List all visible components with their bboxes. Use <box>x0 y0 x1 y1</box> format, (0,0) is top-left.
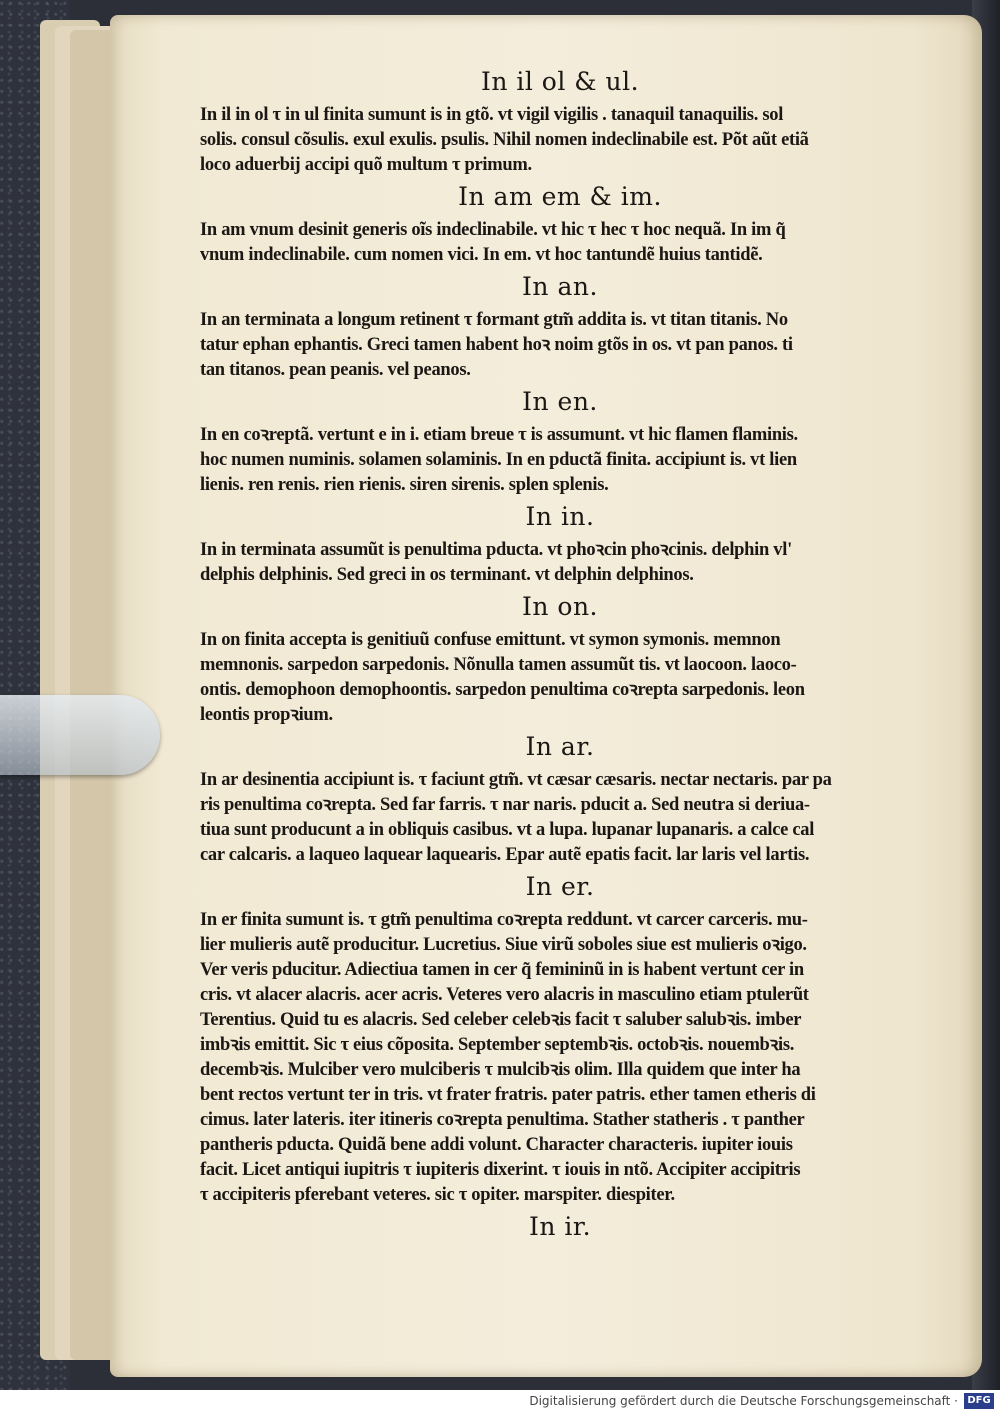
paragraph <box>200 908 920 1208</box>
text-line: lienis. ren renis. rien rienis. siren sirenis. splen splenis. <box>200 475 609 495</box>
text-line: Ver veris pducitur. Adiectiua tamen in cer q̃ femininũ in is habent vertunt cer in <box>200 960 804 980</box>
section-heading: In am em & im. <box>458 182 662 211</box>
paragraph <box>200 218 920 268</box>
text-line: In an terminata a longum retinent τ formant gtm̃ addita is. vt titan titanis. No <box>200 310 788 330</box>
section-heading: In an. <box>522 272 598 301</box>
text-line: cimus. later lateris. iter itineris coꝛrepta penultima. Stather statheris . τ panther <box>200 1110 805 1130</box>
text-line: cris. vt alacer alacris. acer acris. Veteres vero alacris in masculino etiam ptulerũt <box>200 985 809 1005</box>
text-line: tatur ephan ephantis. Greci tamen habent hoꝛ noim gtõs in os. vt pan panos. ti <box>200 335 793 355</box>
paragraph <box>200 768 920 868</box>
text-line: pantheris pducta. Quidã bene addi volunt. Character characteris. iupiter iouis <box>200 1135 793 1155</box>
dfg-logo: DFG <box>964 1393 994 1409</box>
text-line: decembꝛis. Mulciber vero mulciberis τ mulcibꝛis olim. Illa quidem que inter ha <box>200 1060 801 1080</box>
text-line: hoc numen numinis. solamen solaminis. In en pductã finita. accipiunt is. vt lien <box>200 450 797 470</box>
text-line: ris penultima coꝛrepta. Sed far farris. τ nar naris. pducit a. Sed neutra si deriua- <box>200 795 810 815</box>
text-line: lier mulieris autẽ producitur. Lucretius. Siue virũ soboles siue est mulieris oꝛigo. <box>200 935 807 955</box>
text-line: vnum indeclinabile. cum nomen vici. In em. vt hoc tantundẽ huius tantidẽ. <box>200 245 763 265</box>
paragraph <box>200 628 920 728</box>
page-clip <box>0 695 160 775</box>
text-line: τ accipiteris pferebant veteres. sic τ opiter. marspiter. diespiter. <box>200 1185 675 1205</box>
text-line: car calcaris. a laqueo laquear laquearis. Epar autẽ epatis facit. lar laris vel lartis. <box>200 845 810 865</box>
text-line: In il in ol τ in ul finita sumunt is in gtõ. vt vigil vigilis . tanaquil tanaquilis. sol <box>200 105 784 125</box>
text-line: facit. Licet antiqui iupitris τ iupiteris dixerint. τ iouis in ntõ. Accipiter accipitris <box>200 1160 801 1180</box>
text-line: In en coꝛreptã. vertunt e in i. etiam breue τ is assumunt. vt hic flamen flaminis. <box>200 425 798 445</box>
section-heading: In ar. <box>525 732 595 761</box>
text-line: bent rectos vertunt ter in tris. vt frater fratris. pater patris. ether tamen etheris di <box>200 1085 816 1105</box>
text-line: tan titanos. pean peanis. vel peanos. <box>200 360 471 380</box>
text-line: tiua sunt producunt a in obliquis casibus. vt a lupa. lupanar lupanaris. a calce cal <box>200 820 815 840</box>
text-line: In er finita sumunt is. τ gtm̃ penultima coꝛrepta reddunt. vt carcer carceris. mu- <box>200 910 808 930</box>
text-line: In in terminata assumũt is penultima pducta. vt phoꝛcin phoꝛcinis. delphin vl' <box>200 540 792 560</box>
text-line: In on finita accepta is genitiuũ confuse emittunt. vt symon symonis. memnon <box>200 630 781 650</box>
section-heading: In on. <box>521 592 599 621</box>
paragraph <box>200 538 920 588</box>
text-line: loco aduerbij accipi quõ multum τ primum. <box>200 155 532 175</box>
paragraph <box>200 103 920 178</box>
text-block <box>200 65 920 1248</box>
paragraph <box>200 423 920 498</box>
section-heading: In in. <box>525 502 595 531</box>
section-heading: In er. <box>525 872 595 901</box>
text-line: Terentius. Quid tu es alacris. Sed celeber celebꝛis facit τ saluber salubꝛis. imber <box>200 1010 802 1030</box>
text-line: In ar desinentia accipiunt is. τ faciunt gtm̃. vt cæsar cæsaris. nectar nectaris. par pa <box>200 770 832 790</box>
text-line: delphis delphinis. Sed greci in os terminant. vt delphin delphinos. <box>200 565 694 585</box>
paragraph <box>200 308 920 383</box>
text-line: ontis. demophoon demophoontis. sarpedon penultima coꝛrepta sarpedonis. leon <box>200 680 805 700</box>
section-heading: In il ol & ul. <box>480 67 640 96</box>
footer-bar <box>0 1390 1000 1414</box>
footer-credit: Digitalisierung gefördert durch die Deutsche Forschungsgemeinschaft · <box>529 1394 958 1408</box>
section-heading: In ir. <box>528 1212 592 1241</box>
text-line: imbꝛis emittit. Sic τ eius cõposita. September septembꝛis. octobꝛis. nouembꝛis. <box>200 1035 795 1055</box>
text-line: memnonis. sarpedon sarpedonis. Nõnulla tamen assumũt tis. vt laocoon. laoco- <box>200 655 797 675</box>
text-line: solis. consul cõsulis. exul exulis. psulis. Nihil nomen indeclinabile est. Põt aũt etiã <box>200 130 809 150</box>
text-line: In am vnum desinit generis oĩs indeclinabile. vt hic τ hec τ hoc nequã. In im q̃ <box>200 220 786 240</box>
section-heading: In en. <box>522 387 598 416</box>
text-line: leontis propꝛium. <box>200 705 333 725</box>
